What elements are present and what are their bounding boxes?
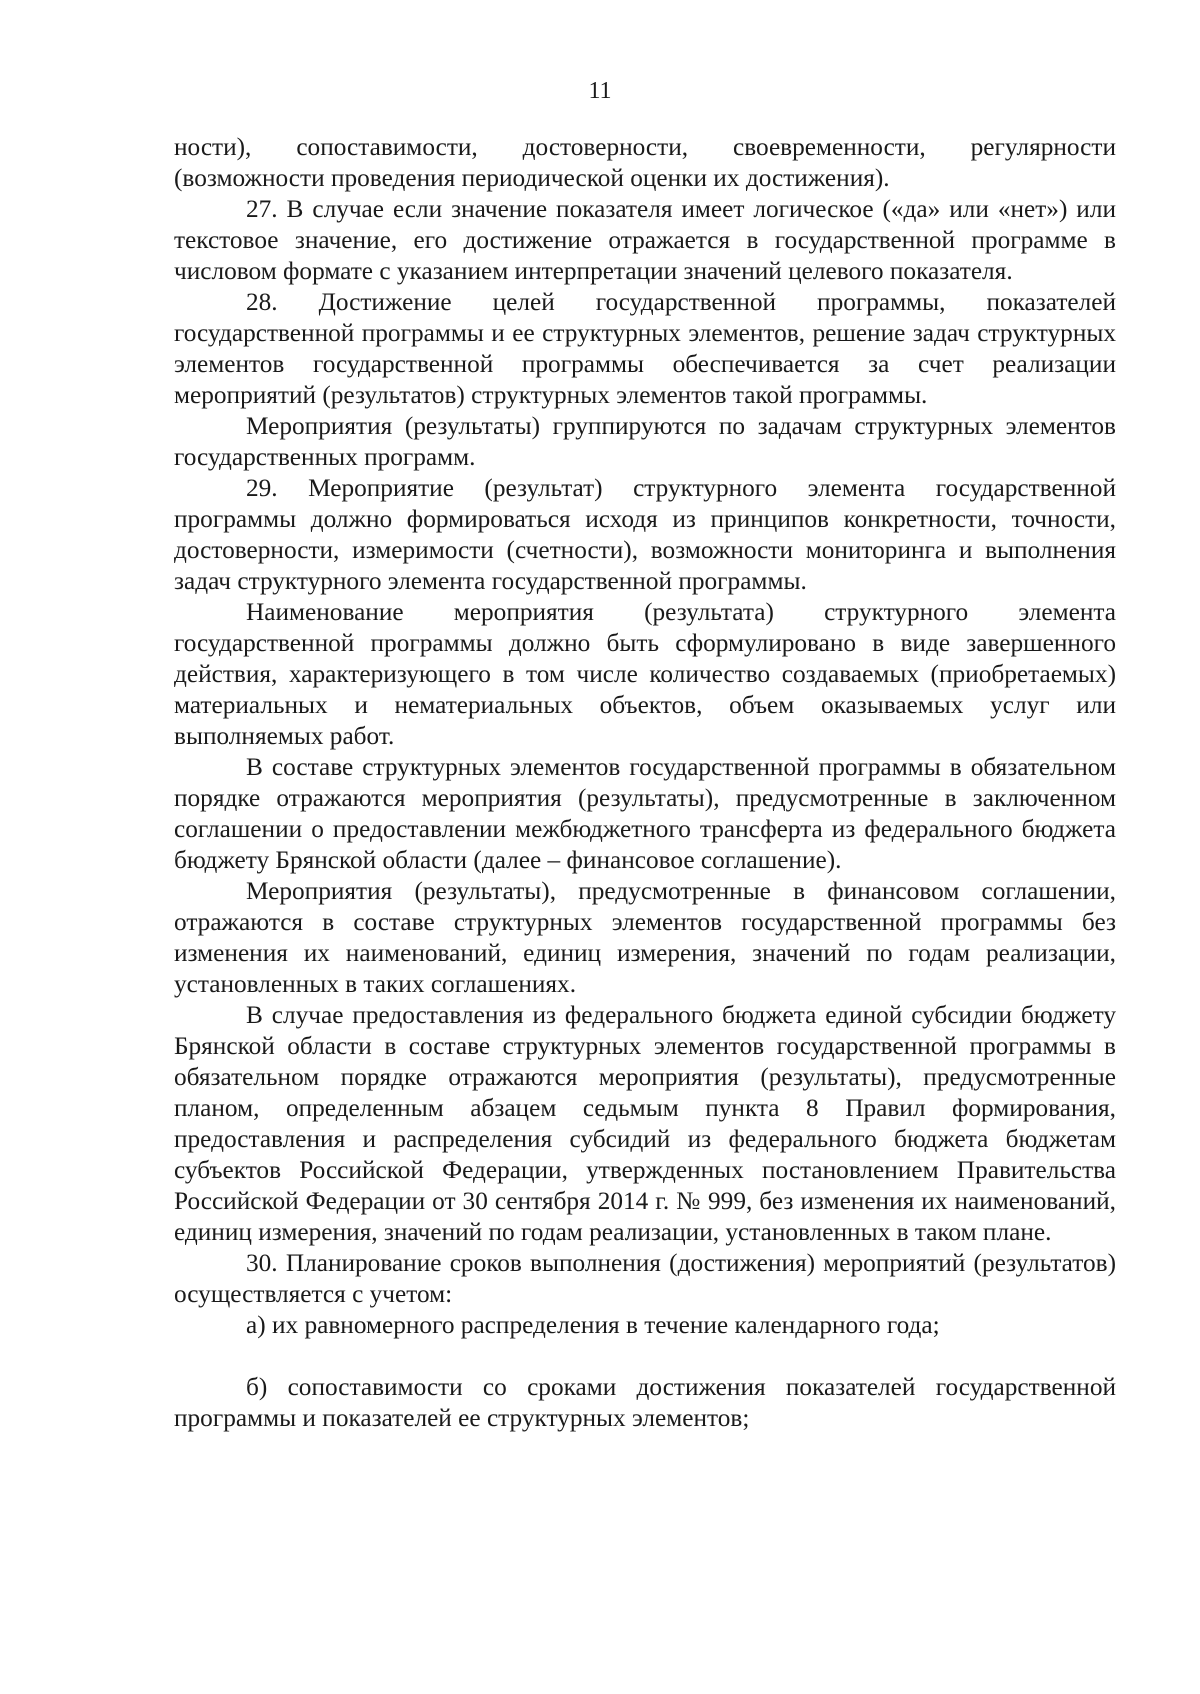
paragraph-item-29-naming: Наименование мероприятия (результата) структурного элемента государственной программы должно быть сформулировано в виде завершенного действия, характеризующего в том числе количество создаваемых (приобретаемых) материальных и нематериальных объектов, объем оказываемых услуг или выполняемых работ. xyxy=(174,598,1116,750)
document-body xyxy=(174,132,1116,1434)
paragraph-item-29: 29. Мероприятие (результат) структурного элемента государственной программы должно формироваться исходя из принципов конкретности, точности, достоверности, измеримости (счетности), возможности мониторинга и выполнения задач структурного элемента государственной программы. xyxy=(174,474,1116,595)
paragraph-item-30-b: б) сопоставимости со сроками достижения показателей государственной программы и показателей ее структурных элементов; xyxy=(174,1373,1116,1432)
paragraph-item-29-single-subsidy: В случае предоставления из федерального бюджета единой субсидии бюджету Брянской области в составе структурных элементов государственной программы в обязательном порядке отражаются мероприятия (результаты), предусмотренные планом, определенным абзацем седьмым пункта 8 Правил формирования, предоставления и распределения субсидий из федерального бюджета бюджетам субъектов Российской Федерации, утвержденных постановлением Правительства Российской Федерации от 30 сентября 2014 г. № 999, без изменения их наименований, единиц измерения, значений по годам реализации, установленных в таком плане. xyxy=(174,1001,1116,1246)
paragraph-continuation: ности), сопоставимости, достоверности, своевременности, регулярности (возможности проведения периодической оценки их достижения). xyxy=(174,133,1116,192)
paragraph-item-30: 30. Планирование сроков выполнения (достижения) мероприятий (результатов) осуществляется с учетом: xyxy=(174,1249,1116,1308)
paragraph-item-30-a: а) их равномерного распределения в течение календарного года; xyxy=(246,1311,940,1339)
page-number: 11 xyxy=(588,78,612,104)
paragraph-item-29-composition: В составе структурных элементов государственной программы в обязательном порядке отражаются мероприятия (результаты), предусмотренные в заключенном соглашении о предоставлении межбюджетного трансферта из федерального бюджета бюджету Брянской области (далее – финансовое соглашение). xyxy=(174,753,1116,874)
paragraph-item-29-financial-agreement: Мероприятия (результаты), предусмотренные в финансовом соглашении, отражаются в составе структурных элементов государственной программы без изменения их наименований, единиц измерения, значений по годам реализации, установленных в таких соглашениях. xyxy=(174,877,1116,998)
paragraph-item-27: 27. В случае если значение показателя имеет логическое («да» или «нет») или текстовое значение, его достижение отражается в государственной программе в числовом формате с указанием интерпретации значений целевого показателя. xyxy=(174,195,1116,285)
paragraph-item-28: 28. Достижение целей государственной программы, показателей государственной программы и ее структурных элементов, решение задач структурных элементов государственной программы обеспечивается за счет реализации мероприятий (результатов) структурных элементов такой программы. xyxy=(174,288,1116,409)
paragraph-item-28-grouping: Мероприятия (результаты) группируются по задачам структурных элементов государственных программ. xyxy=(174,412,1116,471)
